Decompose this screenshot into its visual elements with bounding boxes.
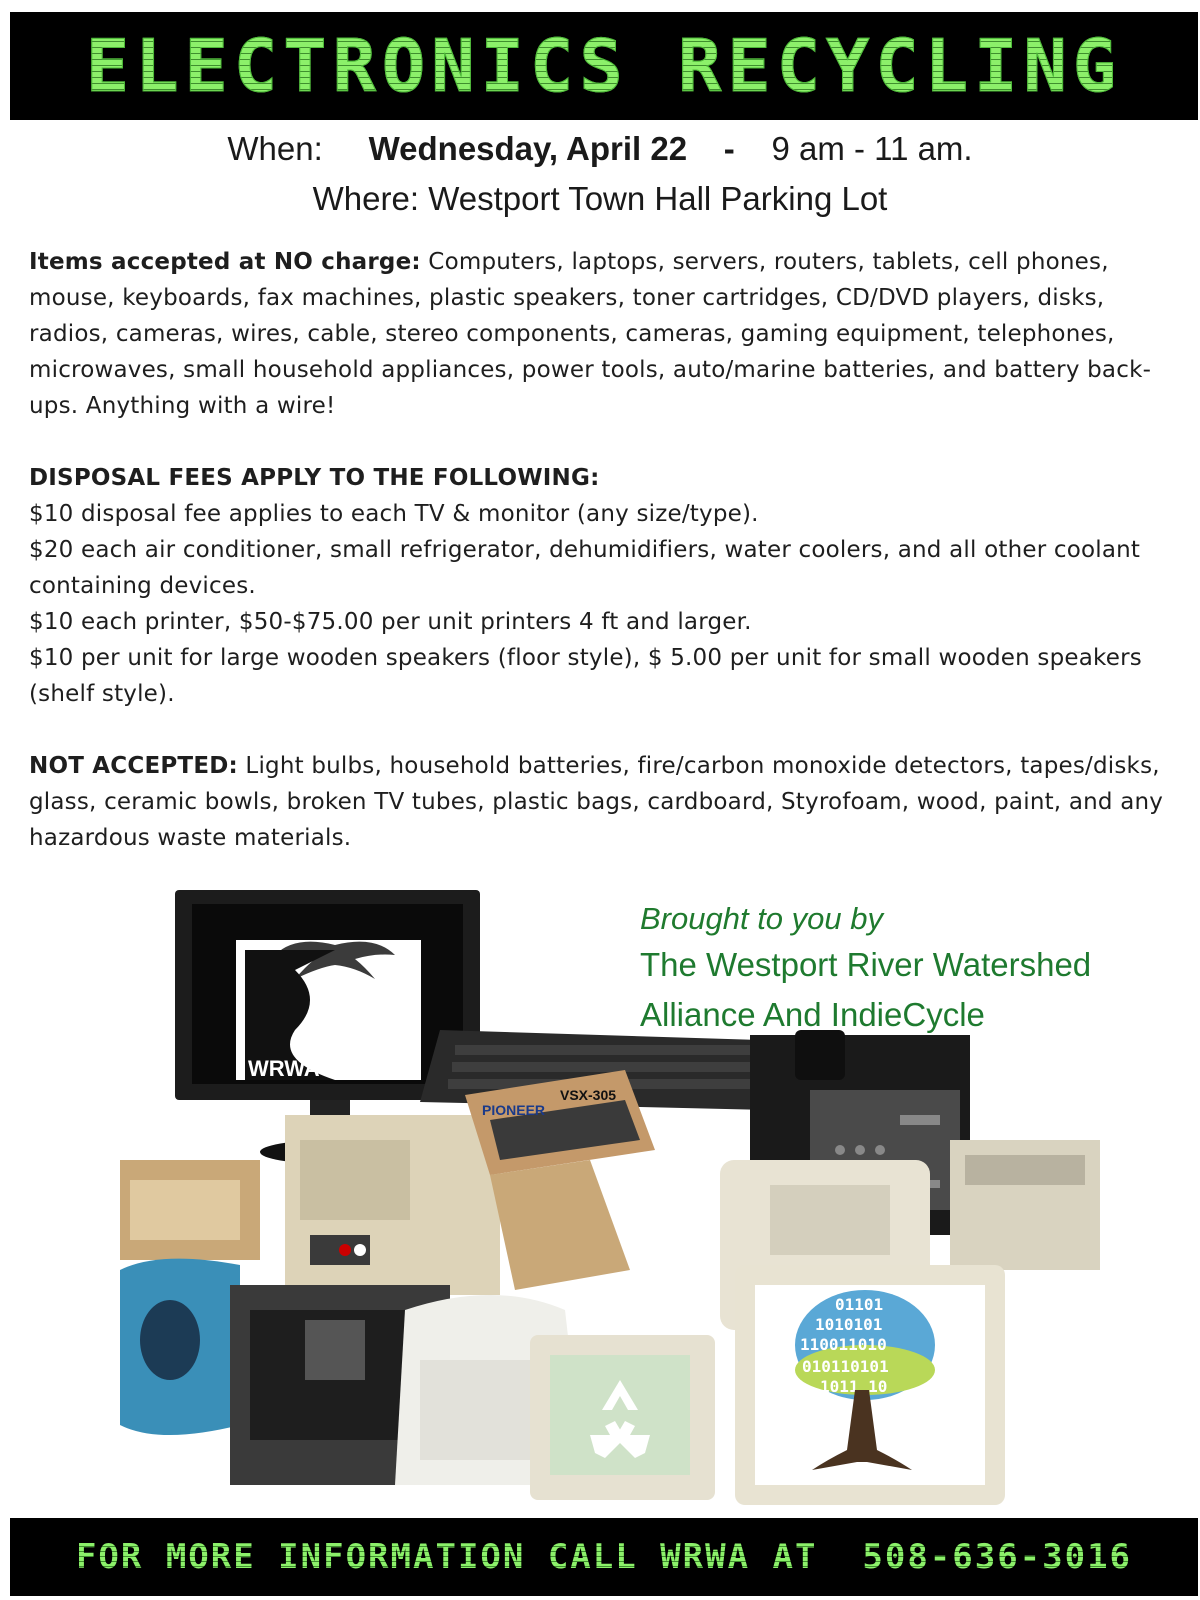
fee-item: $20 each air conditioner, small refrigerator, dehumidifiers, water coolers, and all other coolant containing devices. [29,537,1141,599]
svg-text:01101: 01101 [835,1295,884,1314]
event-time: 9 am - 11 am. [771,130,973,167]
footer-contact: FOR MORE INFORMATION CALL WRWA AT 508-636-3016 [75,1537,1133,1577]
svg-text:1010101: 1010101 [815,1315,883,1334]
sponsor-line-2: Alliance And IndieCycle [640,996,985,1033]
event-location: Westport Town Hall Parking Lot [428,180,888,217]
not-accepted-text: Light bulbs, household batteries, fire/carbon monoxide detectors, tapes/disks, glass, ceramic bowls, broken TV tubes, plastic bags, cardboard, Styrofoam, wood, paint, and any hazardous waste materials. [29,753,1164,851]
sponsor-intro: Brought to you by [640,901,883,936]
accepted-paragraph [29,244,1179,424]
title-banner [10,12,1198,120]
event-dash: - [723,130,735,167]
svg-text:1011 10: 1011 10 [820,1377,888,1396]
footer-banner [10,1518,1198,1596]
event-where [0,180,1200,218]
svg-text:110011010: 110011010 [800,1335,887,1354]
sponsor-line-1: The Westport River Watershed [640,946,1092,983]
page-title: ELECTRONICS RECYCLING [85,24,1123,108]
svg-text:VSX-305: VSX-305 [560,1087,617,1103]
when-label: When: [227,130,323,167]
not-accepted-heading: NOT ACCEPTED: [29,753,238,779]
fee-item: $10 disposal fee applies to each TV & monitor (any size/type). [29,501,759,527]
event-when [0,130,1200,168]
fee-item: $10 per unit for large wooden speakers (floor style), $ 5.00 per unit for small wooden speakers (shelf style). [29,645,1142,707]
svg-text:PIONEER: PIONEER [482,1102,546,1118]
where-label: Where: [312,180,420,217]
event-date: Wednesday, April 22 [368,130,688,167]
wrwa-label: WRWA [248,1056,320,1081]
svg-text:010110101: 010110101 [802,1357,889,1376]
fee-item: $10 each printer, $50-$75.00 per unit printers 4 ft and larger. [29,609,752,635]
sponsor-block [640,898,1180,1040]
fees-heading: DISPOSAL FEES APPLY TO THE FOLLOWING: [29,465,600,491]
flyer-body [29,244,1179,856]
accepted-text: Computers, laptops, servers, routers, tablets, cell phones, mouse, keyboards, fax machines, plastic speakers, toner cartridges, CD/DVD players, disks, radios, cameras, wires, cable, stereo components, cameras, gaming equipment, telephones, microwaves, small household appliances, power tools, auto/marine batteries, and battery back-ups. Anything with a wire! [29,249,1152,419]
not-accepted-paragraph [29,748,1179,856]
accepted-heading: Items accepted at NO charge: [29,249,421,275]
